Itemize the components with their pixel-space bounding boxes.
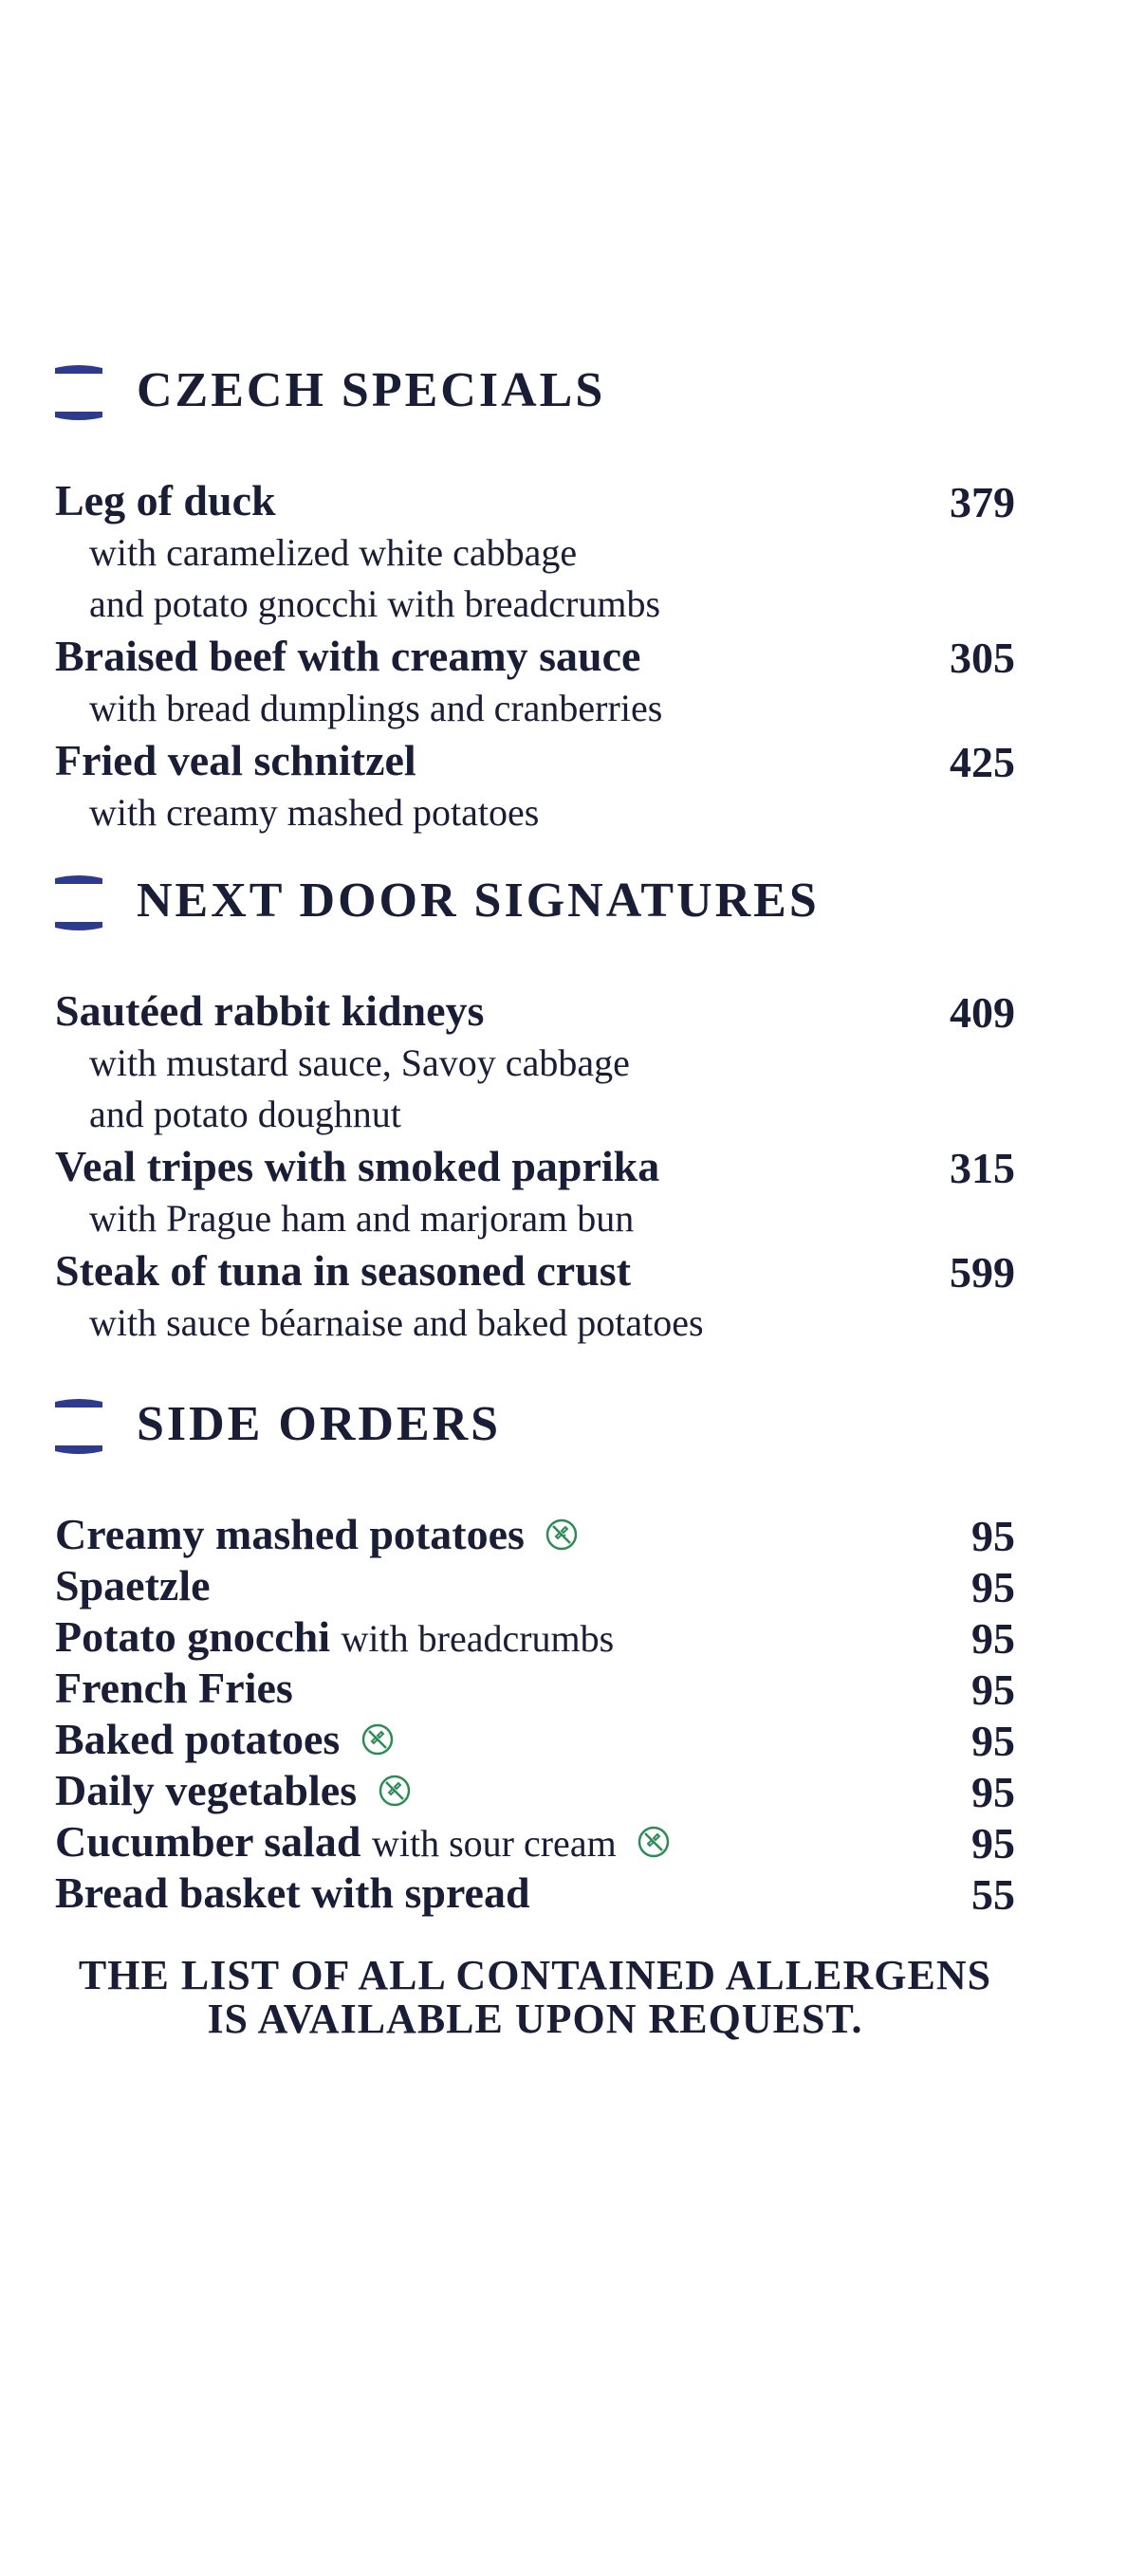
item-name: Cucumber salad	[55, 1817, 361, 1866]
item-price: 409	[950, 988, 1015, 1037]
item-price: 599	[950, 1248, 1015, 1297]
gluten-free-icon	[637, 1825, 671, 1859]
menu-item	[55, 474, 1015, 630]
menu-item	[55, 630, 1015, 734]
item-name: French Fries	[55, 1664, 293, 1712]
item-name: Baked potatoes	[55, 1715, 341, 1763]
item-price: 55	[971, 1870, 1015, 1919]
item-price: 95	[971, 1717, 1015, 1765]
item-description: and potato gnocchi with breadcrumbs	[89, 582, 661, 625]
item-description: with bread dumplings and cranberries	[89, 687, 663, 729]
item-description: with caramelized white cabbage	[89, 531, 578, 574]
item-name: Steak of tuna in seasoned crust	[55, 1246, 632, 1295]
item-description: with creamy mashed potatoes	[89, 791, 540, 834]
item-name: Fried veal schnitzel	[55, 736, 416, 784]
flag-stripes-icon	[55, 873, 102, 933]
gluten-free-icon	[378, 1774, 412, 1808]
menu-items	[55, 984, 1015, 1349]
side-order-item	[55, 1867, 1015, 1918]
item-description: with Prague ham and marjoram bun	[89, 1197, 635, 1240]
menu-item	[55, 1244, 1015, 1349]
gluten-free-icon	[545, 1518, 579, 1552]
side-order-items	[55, 1508, 1015, 1918]
side-order-item	[55, 1559, 1015, 1610]
section-czech-specials	[55, 353, 1015, 834]
side-order-item	[55, 1610, 1015, 1662]
item-description: with mustard sauce, Savoy cabbage	[89, 1041, 630, 1084]
side-order-item	[55, 1815, 1015, 1867]
item-price: 425	[950, 738, 1015, 786]
allergen-notice	[55, 1954, 1015, 2041]
side-order-item	[55, 1764, 1015, 1815]
item-price: 95	[971, 1768, 1015, 1816]
menu-items	[55, 474, 1015, 838]
gluten-free-icon	[360, 1722, 395, 1757]
item-price: 95	[971, 1512, 1015, 1560]
section-title: SIDE ORDERS	[137, 1397, 502, 1451]
item-description: and potato doughnut	[89, 1093, 401, 1135]
item-price: 95	[971, 1563, 1015, 1611]
section-header	[55, 863, 1015, 939]
item-inline-description: with breadcrumbs	[341, 1617, 615, 1660]
allergen-notice-line: IS AVAILABLE UPON REQUEST.	[207, 1996, 863, 2042]
section-header	[55, 353, 1015, 429]
item-name: Bread basket with spread	[55, 1868, 530, 1917]
side-order-item	[55, 1508, 1015, 1559]
flag-stripes-icon	[55, 362, 102, 423]
item-name: Leg of duck	[55, 476, 276, 524]
item-name: Braised beef with creamy sauce	[55, 632, 641, 680]
item-price: 95	[971, 1614, 1015, 1663]
item-description: with sauce béarnaise and baked potatoes	[89, 1301, 704, 1344]
side-order-item	[55, 1713, 1015, 1764]
item-price: 379	[950, 478, 1015, 526]
menu-item	[55, 1140, 1015, 1244]
item-name: Potato gnocchi	[55, 1612, 331, 1661]
allergen-notice-line: THE LIST OF ALL CONTAINED ALLERGENS	[78, 1952, 992, 1998]
item-name: Spaetzle	[55, 1561, 211, 1610]
item-price: 95	[971, 1819, 1015, 1868]
item-price: 315	[950, 1144, 1015, 1192]
side-order-item	[55, 1662, 1015, 1713]
flag-stripes-icon	[55, 1396, 102, 1457]
item-name: Creamy mashed potatoes	[55, 1510, 525, 1558]
item-name: Veal tripes with smoked paprika	[55, 1142, 660, 1190]
item-name: Sautéed rabbit kidneys	[55, 986, 485, 1035]
section-title: NEXT DOOR SIGNATURES	[137, 874, 820, 928]
section-side-orders	[55, 1387, 1015, 1919]
menu-item	[55, 984, 1015, 1140]
section-next-door-signatures	[55, 863, 1015, 1344]
item-price: 305	[950, 634, 1015, 682]
item-inline-description: with sour cream	[371, 1822, 617, 1865]
item-name: Daily vegetables	[55, 1766, 358, 1814]
item-price: 95	[971, 1665, 1015, 1714]
section-title: CZECH SPECIALS	[137, 363, 606, 417]
section-header	[55, 1387, 1015, 1463]
menu-item	[55, 734, 1015, 838]
